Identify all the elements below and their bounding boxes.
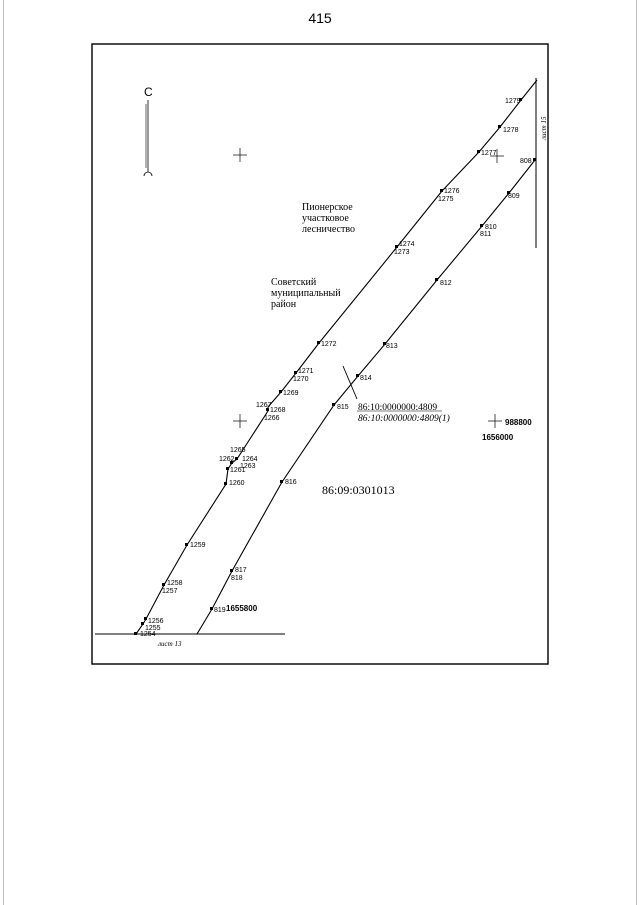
lower-point-labels <box>214 158 532 614</box>
forestry-label <box>302 202 355 235</box>
forestry-label-line: участковое <box>302 213 349 224</box>
coord-y-label: 1655800 <box>226 604 258 613</box>
forestry-label-line: лесничество <box>302 224 355 235</box>
district-label-line: муниципальный <box>271 288 341 299</box>
point-label: 1277 <box>481 150 497 157</box>
point-label: 1267 <box>256 402 272 409</box>
point-label: 1278 <box>503 127 519 134</box>
map-frame <box>92 44 548 664</box>
point-label: 1266 <box>264 415 280 422</box>
point-label: 813 <box>386 343 398 350</box>
point-label: 1258 <box>167 580 183 587</box>
coord-y-label: 1656000 <box>482 433 514 442</box>
point-label: 819 <box>214 607 226 614</box>
point-label: 1271 <box>298 368 314 375</box>
upper-vertex-marks <box>134 98 522 635</box>
point-label: 816 <box>285 479 297 486</box>
north-label: С <box>144 85 153 99</box>
parcel-leader-line <box>343 366 357 399</box>
upper-boundary-line <box>136 80 537 634</box>
point-label: 1259 <box>190 542 206 549</box>
point-label: 1264 <box>242 456 258 463</box>
sheet-label-right: лист 15 <box>540 116 548 140</box>
north-arrow <box>144 100 152 176</box>
point-label: 1273 <box>394 249 410 256</box>
forestry-label-line: Пионерское <box>302 202 353 213</box>
parcel-id: 86:10:0000000:4809 <box>358 403 438 413</box>
point-label: 1269 <box>283 390 299 397</box>
point-label: 1272 <box>321 341 337 348</box>
point-label: 817 <box>235 567 247 574</box>
point-label: 1261 <box>230 467 246 474</box>
point-label: 1279 <box>505 98 521 105</box>
parcel-id-part: 86:10:0000000:4809(1) <box>358 414 450 424</box>
point-label: 810 <box>485 224 497 231</box>
upper-point-labels <box>140 98 521 638</box>
point-label: 814 <box>360 375 372 382</box>
point-label: 811 <box>480 231 492 238</box>
point-label: 1276 <box>444 188 460 195</box>
point-label: 809 <box>508 193 520 200</box>
point-label: 818 <box>231 575 243 582</box>
sheet-label-bottom: лист 13 <box>158 640 182 648</box>
coord-x-label: 988800 <box>505 418 532 427</box>
point-label: 1260 <box>229 480 245 487</box>
point-label: 1263 <box>240 463 256 470</box>
district-label-line: район <box>271 299 297 310</box>
page-number: 415 <box>308 10 332 26</box>
point-label: 812 <box>440 280 452 287</box>
point-label: 1255 <box>145 625 161 632</box>
point-label: 815 <box>337 404 349 411</box>
point-label: 1257 <box>162 588 178 595</box>
district-label-line: Советский <box>271 277 317 288</box>
point-label: 1275 <box>438 196 454 203</box>
block-id: 86:09:0301013 <box>322 483 395 497</box>
point-label: 1254 <box>140 631 156 638</box>
point-label: 1270 <box>293 376 309 383</box>
point-label: 808 <box>520 158 532 165</box>
district-label <box>271 277 341 310</box>
point-label: 1256 <box>148 618 164 625</box>
point-label: 1274 <box>399 241 415 248</box>
point-label: 1268 <box>270 407 286 414</box>
point-label: 1262 <box>219 456 235 463</box>
point-label: 1265 <box>230 447 246 454</box>
coordinate-labels <box>226 418 532 613</box>
